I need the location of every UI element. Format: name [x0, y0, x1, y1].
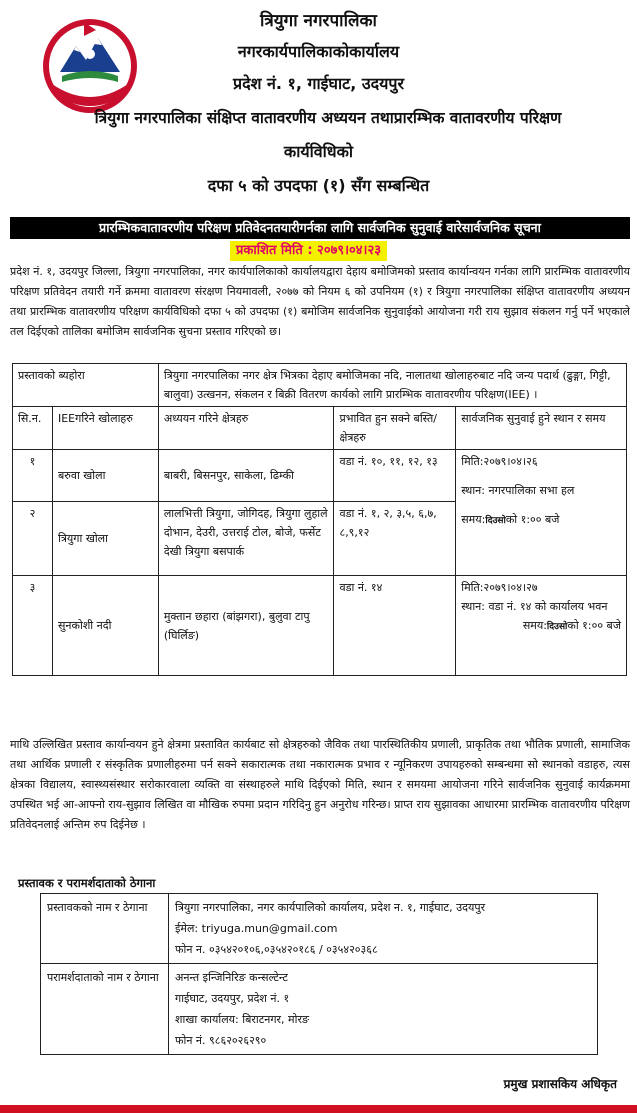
table-row — [13, 576, 627, 676]
row-affected: वडा नं. १०, ११, १२, १३ — [334, 450, 456, 502]
column-header: सार्वजनिक सुनुवाई हुने स्थान र समय — [456, 407, 627, 450]
time-prefix: समय: — [461, 513, 486, 526]
intro-paragraph: प्रदेश नं. १, उदयपुर जिल्ला, त्रियुगा नगरपालिका, नगर कार्यपालिकाको कार्यालयद्वारा देहाय बमोजिमको प्रस्ताव कार्यान्वयन गर्नका लागि प्रारम्भिक वातावरणीय परिक्षण प्रतिवेदन तयारी गर्ने क्रममा वातावरण संरक्षण नियमावली, २०७७ को नियम ६ को उपनियम (१) र त्रियुगा नगरपालिका संक्षिप्त वातावरणीय अध्ययन तथा प्रारम्भिक वातावरणीय परिक्षण कार्यविधिको दफा ५ को उपदफा (१) बमोजिम सार्वजनिक सुनुवाईको आयोजना गरी राय सुझाव संकलन गर्नु पर्ने भएकाले तल दिईएको तालिका बमोजिम सार्वजनिक सुचना प्रस्ताव गरिएको छ। — [10, 265, 630, 338]
header — [0, 0, 637, 218]
hearing-venue-1 — [456, 450, 627, 576]
office-address: प्रदेश नं. १, गाईघाट, उदयपुर — [232, 74, 405, 93]
proposal-label: प्रस्तावको ब्यहोरा — [13, 364, 159, 407]
row-river: सुनकोशी नदी — [52, 576, 158, 676]
section-reference: दफा ५ को उपदफा (१) सँग सम्बन्धित — [207, 176, 430, 195]
hearing-time-1 — [461, 510, 621, 531]
proposer-phone: फोन न. ०३५४२०१०६,०३५४२०१८६ / ०३५४२०३६८ — [175, 943, 378, 956]
consultant-label: परामर्शदाताको नाम र ठेगाना — [41, 964, 169, 1055]
hearing-date-1: मिति:२०७९।०४।२६ — [461, 455, 538, 468]
address-table — [40, 893, 598, 1055]
hearing-venue-2 — [456, 576, 627, 676]
time-suffix: को १:०० बजे — [505, 513, 560, 526]
proposal-row — [13, 364, 627, 407]
column-header: प्रभावित हुन सक्ने बस्ति/क्षेत्रहरु — [334, 407, 456, 450]
row-affected: वडा नं. १, २, ३,५, ६,७, ८,९,१२ — [334, 502, 456, 576]
address-section-title: प्रस्तावक र परामर्शदाताको ठेगाना — [18, 876, 156, 890]
consultant-row — [41, 964, 598, 1055]
consultant-phone: फोन नं. ९८६२०२६२९० — [175, 1034, 267, 1047]
consultant-name: अनन्त इन्जिनिरिङ कन्सल्टेन्ट — [175, 971, 288, 984]
hearing-time-2 — [461, 616, 621, 637]
proposer-address: त्रियुगा नगरपालिका, नगर कार्यपालिको कार्यालय, प्रदेश न. १, गाईघाट, उदयपुर — [175, 901, 486, 914]
publish-date: प्रकाशित मिति : २०७९।०४।२३ — [230, 241, 387, 261]
table-row — [13, 450, 627, 502]
column-header: सि.न. — [13, 407, 53, 450]
row-sn: २ — [13, 502, 53, 576]
hearing-date-2: मिति:२०७९।०४।२७ — [461, 581, 538, 594]
procedure-title-cont: कार्यविधिको — [283, 142, 354, 161]
row-river: त्रियुगा खोला — [52, 502, 158, 576]
time-day: दिउसो — [546, 622, 568, 632]
column-header: अध्ययन गरिने क्षेत्रहरु — [158, 407, 334, 450]
proposer-details — [169, 894, 598, 964]
consultant-details — [169, 964, 598, 1055]
proposer-label: प्रस्तावकको नाम र ठेगाना — [41, 894, 169, 964]
notice-banner: प्रारम्भिकवातावरणीय परिक्षण प्रतिवेदनतयारीगर्नका लागि सार्वजनिक सुनुवाई वारेसार्वजनिक सूचना — [10, 217, 630, 239]
consultant-address: गाईघाट, उदयपुर, प्रदेश नं. १ — [175, 992, 290, 1005]
request-paragraph: माथि उल्लिखित प्रस्ताव कार्यान्वयन हुने क्षेत्रमा प्रस्तावित कार्यबाट सो क्षेत्रहरुको जैविक तथा पारस्थितिकीय प्रणाली, प्राकृतिक तथा भौतिक प्रणाली, सामाजिक तथा आर्थिक प्रणाली र संस्कृतिक प्रणालीहरुमा पर्न सक्ने सकारात्मक तथा नकारात्मक प्रभाव र न्यूनिकरण उपायहरुको सम्बन्धमा सो स्थानको वडाहरु, त्यस क्षेत्रका विद्यालय, स्वास्थ्यसंस्थार सरोकारवाला व्यक्ति वा संस्थाहरुले माथि दिईएको मिति, स्थान र समयमा आयोजना गरिने सार्वजनिक सुनुवाई कार्यक्रममा उपस्थित भई आ-आफ्नो राय-सुझाव लिखित वा मौखिक रुपमा प्रदान गरिदिनु हुन अनुरोध गरिन्छ। प्राप्त राय सुझावका आधारमा प्रारम्भिक वातावरणीय परिक्षण प्रतिवेदनलाई अन्तिम रुप दिईनेछ । — [10, 738, 630, 831]
bottom-bar — [0, 1105, 637, 1113]
signature-title: प्रमुख प्रशासकिय अधिकृत — [503, 1077, 617, 1091]
office-name: नगरकार्यपालिकाकोकार्यालय — [237, 42, 400, 61]
municipality-name: त्रियुगा नगरपालिका — [260, 11, 377, 31]
proposer-email: ईमेल: triyuga.mun@gmail.com — [175, 922, 338, 935]
table-header-row — [13, 407, 627, 450]
row-area: मुक्तान छहारा (बांझगरा), बुलुवा टापु (घिर्लिङ) — [158, 576, 334, 676]
hearing-place-2: स्थान: वडा नं. १४ को कार्यालय भवन — [461, 600, 608, 613]
hearing-place-1: स्थान: नगरपालिका सभा हल — [461, 484, 575, 497]
hearing-table — [12, 363, 627, 676]
proposal-text: त्रियुगा नगरपालिका नगर क्षेत्र भित्रका देहाए बमोजिमका नदि, नालातथा खोलाहरुबाट नदि जन्य पदार्थ (ढुङ्गा, गिट्टी, बालुवा) उत्खनन, संकलन र बिक्री वितरण कार्यको लागि प्रारम्भिक वातावरणीय परिक्षण(IEE) । — [158, 364, 626, 407]
row-area: बाबरी, बिसनपुर, साकेला, ढिम्की — [158, 450, 334, 502]
row-affected: वडा नं. १४ — [334, 576, 456, 676]
row-area: लालभित्ती त्रियुगा, जोगिदह, त्रियुगा लुहाले दोभान, देउरी, उत्तराई टोल, बोजे, फर्सेट देखी त्रियुगा बसपार्क — [158, 502, 334, 576]
time-prefix: समय: — [522, 619, 547, 632]
column-header: IEEगरिने खोलाहरु — [52, 407, 158, 450]
procedure-title: त्रियुगा नगरपालिका संक्षिप्त वातावरणीय अध्ययन तथाप्रारम्भिक वातावरणीय परिक्षण — [94, 109, 562, 127]
time-suffix: को १:०० बजे — [567, 619, 621, 632]
consultant-branch: शाखा कार्यालय: बिराटनगर, मोरङ — [175, 1013, 309, 1026]
time-day: दिउसो — [485, 516, 506, 526]
row-river: बरुवा खोला — [52, 450, 158, 502]
row-sn: १ — [13, 450, 53, 502]
row-sn: ३ — [13, 576, 53, 676]
proposer-row — [41, 894, 598, 964]
